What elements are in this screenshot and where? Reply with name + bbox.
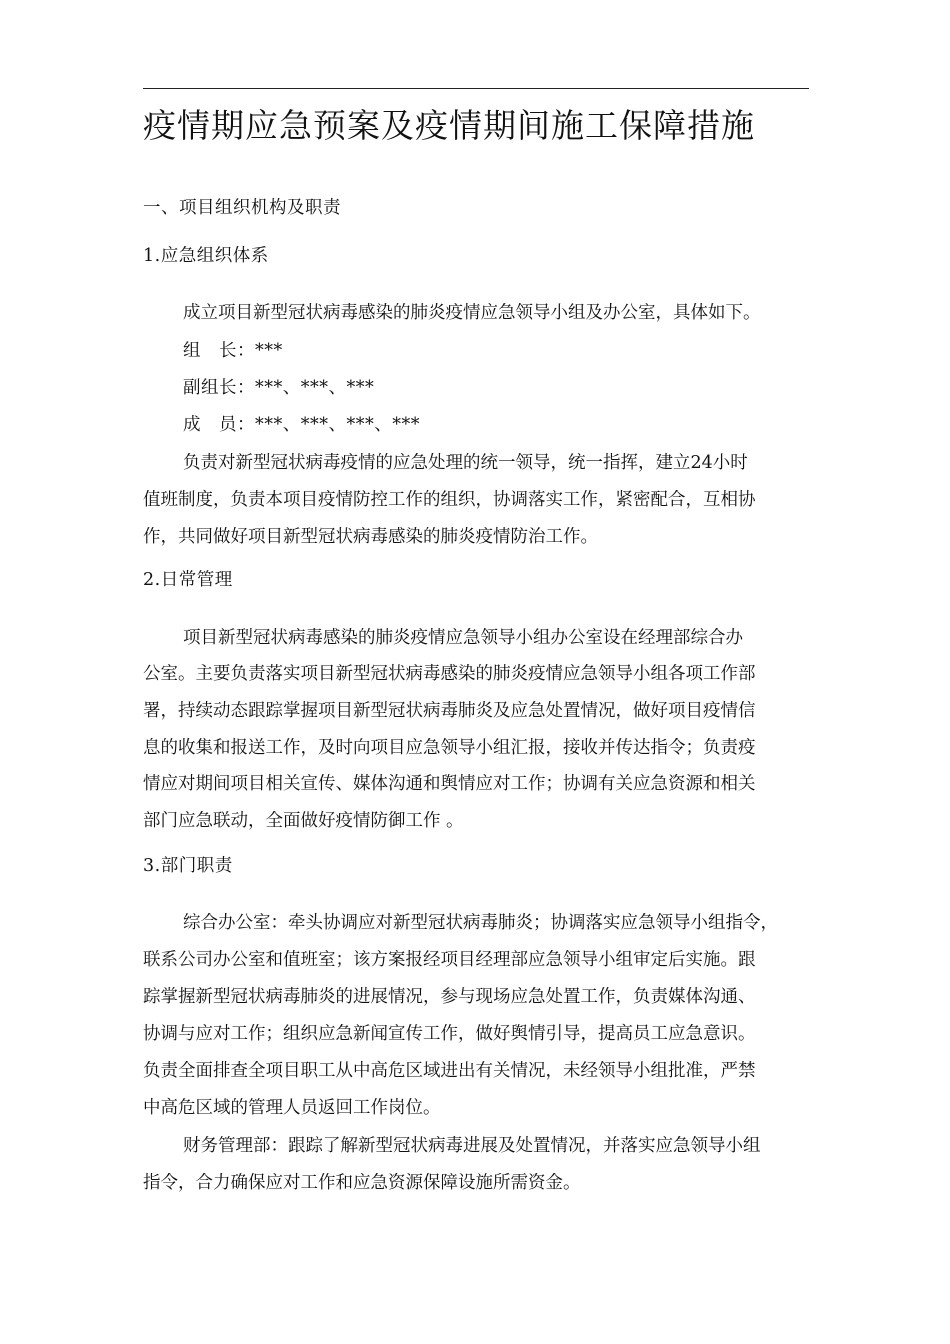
- paragraph-line: 署，持续动态跟踪掌握项目新型冠状病毒肺炎及应急处置情况，做好项目疫情信: [143, 701, 756, 721]
- paragraph-line: 项目新型冠状病毒感染的肺炎疫情应急领导小组办公室设在经理部综合办: [183, 628, 743, 648]
- member-staff: 成 员：***、***、***、***: [183, 415, 420, 435]
- subsection-heading-department-duties: 3.部门职责: [143, 856, 233, 876]
- paragraph-line: 值班制度，负责本项目疫情防控工作的组织，协调落实工作，紧密配合，互相协: [143, 490, 756, 510]
- document-title: 疫情期应急预案及疫情期间施工保障措施: [143, 106, 755, 145]
- subsection-heading-emergency-system: 1.应急组织体系: [143, 246, 269, 266]
- paragraph-line: 协调与应对工作；组织应急新闻宣传工作，做好舆情引导，提高员工应急意识。: [143, 1024, 756, 1044]
- paragraph-line: 财务管理部：跟踪了解新型冠状病毒进展及处置情况，并落实应急领导小组: [183, 1136, 761, 1156]
- paragraph-line: 息的收集和报送工作，及时向项目应急领导小组汇报，接收并传达指令；负责疫: [143, 738, 756, 758]
- paragraph-line: 联系公司办公室和值班室；该方案报经项目经理部应急领导小组审定后实施。跟: [143, 950, 756, 970]
- section-heading-organization: 一、项目组织机构及职责: [143, 198, 341, 218]
- paragraph-line: 公室。主要负责落实项目新型冠状病毒感染的肺炎疫情应急领导小组各项工作部: [143, 664, 756, 684]
- paragraph-line: 部门应急联动，全面做好疫情防御工作 。: [143, 811, 464, 831]
- subsection-heading-daily-management: 2.日常管理: [143, 570, 233, 590]
- paragraph-line: 作，共同做好项目新型冠状病毒感染的肺炎疫情防治工作。: [143, 527, 598, 547]
- member-deputy: 副组长：***、***、***: [183, 378, 375, 398]
- paragraph-line: 情应对期间项目相关宣传、媒体沟通和舆情应对工作；协调有关应急资源和相关: [143, 774, 756, 794]
- header-rule: [143, 88, 809, 89]
- paragraph-intro: 成立项目新型冠状病毒感染的肺炎疫情应急领导小组及办公室，具体如下。: [183, 303, 761, 323]
- paragraph-line: 负责全面排查全项目职工从中高危区域进出有关情况，未经领导小组批准，严禁: [143, 1061, 756, 1081]
- paragraph-line: 负责对新型冠状病毒疫情的应急处理的统一领导，统一指挥，建立24小时: [183, 453, 748, 473]
- member-leader: 组 长：***: [183, 341, 283, 361]
- paragraph-line: 综合办公室：牵头协调应对新型冠状病毒肺炎；协调落实应急领导小组指令，: [183, 913, 778, 933]
- paragraph-line: 指令，合力确保应对工作和应急资源保障设施所需资金。: [143, 1173, 581, 1193]
- paragraph-line: 中高危区域的管理人员返回工作岗位。: [143, 1098, 441, 1118]
- paragraph-line: 踪掌握新型冠状病毒肺炎的进展情况，参与现场应急处置工作，负责媒体沟通、: [143, 987, 756, 1007]
